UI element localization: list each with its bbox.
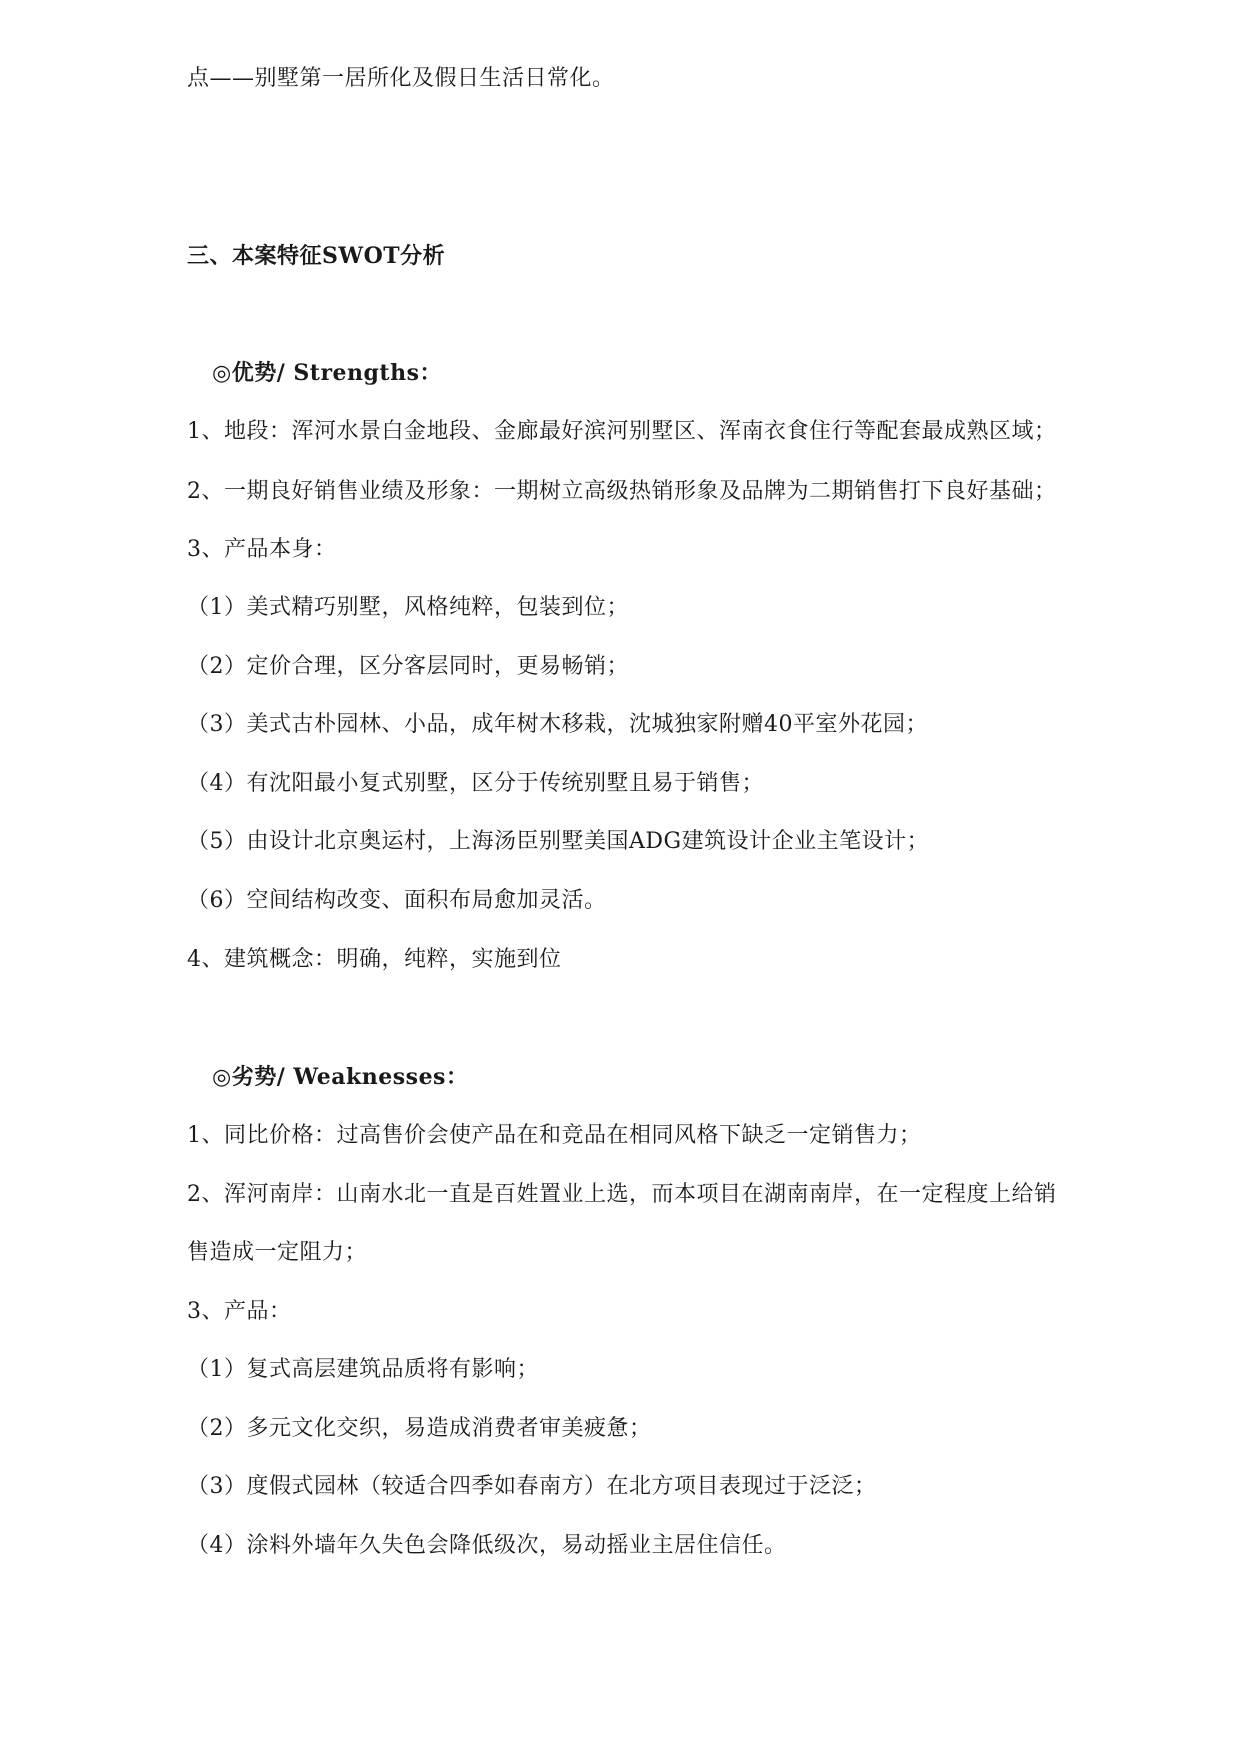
weakness-item-2: 2、浑河南岸：山南水北一直是百姓置业上选，而本项目在湖南南岸，在一定程度上给销 (187, 1182, 1057, 1207)
strength-subitem-1: （1）美式精巧别墅，风格纯粹，包装到位； (187, 595, 629, 620)
section-title: 三、本案特征SWOT分析 (187, 243, 446, 269)
strength-subitem-6: （6）空间结构改变、面积布局愈加灵活。 (187, 888, 607, 913)
weaknesses-heading: ◎劣势/ Weaknesses： (212, 1064, 469, 1090)
weakness-subitem-4: （4）涂料外墙年久失色会降低级次，易动摇业主居住信任。 (187, 1533, 787, 1558)
strength-subitem-3: （3）美式古朴园林、小品，成年树木移栽，沈城独家附赠40平室外花园； (187, 712, 928, 737)
weakness-subitem-1: （1）复式高层建筑品质将有影响； (187, 1357, 539, 1382)
strength-subitem-5: （5）由设计北京奥运村，上海汤臣别墅美国ADG建筑设计企业主笔设计； (187, 829, 930, 854)
weakness-subitem-2: （2）多元文化交织，易造成消费者审美疲惫； (187, 1416, 652, 1441)
strength-item-4: 4、建筑概念：明确，纯粹，实施到位 (187, 947, 562, 972)
intro-line: 点——别墅第一居所化及假日生活日常化。 (187, 66, 615, 91)
weakness-item-1: 1、同比价格：过高售价会使产品在和竞品在相同风格下缺乏一定销售力； (187, 1123, 922, 1148)
weakness-item-2-continued: 售造成一定阻力； (187, 1240, 368, 1265)
weakness-subitem-3: （3）度假式园林（较适合四季如春南方）在北方项目表现过于泛泛； (187, 1474, 877, 1499)
strengths-heading: ◎优势/ Strengths： (212, 360, 442, 386)
weakness-item-3: 3、产品： (187, 1299, 292, 1324)
strength-item-2: 2、一期良好销售业绩及形象：一期树立高级热销形象及品牌为二期销售打下良好基础； (187, 479, 1057, 504)
strength-subitem-4: （4）有沈阳最小复式别墅，区分于传统别墅且易于销售； (187, 771, 764, 796)
strength-subitem-2: （2）定价合理，区分客层同时，更易畅销； (187, 654, 629, 679)
strength-item-3: 3、产品本身： (187, 537, 337, 562)
strength-item-1: 1、地段：浑河水景白金地段、金廊最好滨河别墅区、浑南衣食住行等配套最成熟区域； (187, 419, 1057, 444)
